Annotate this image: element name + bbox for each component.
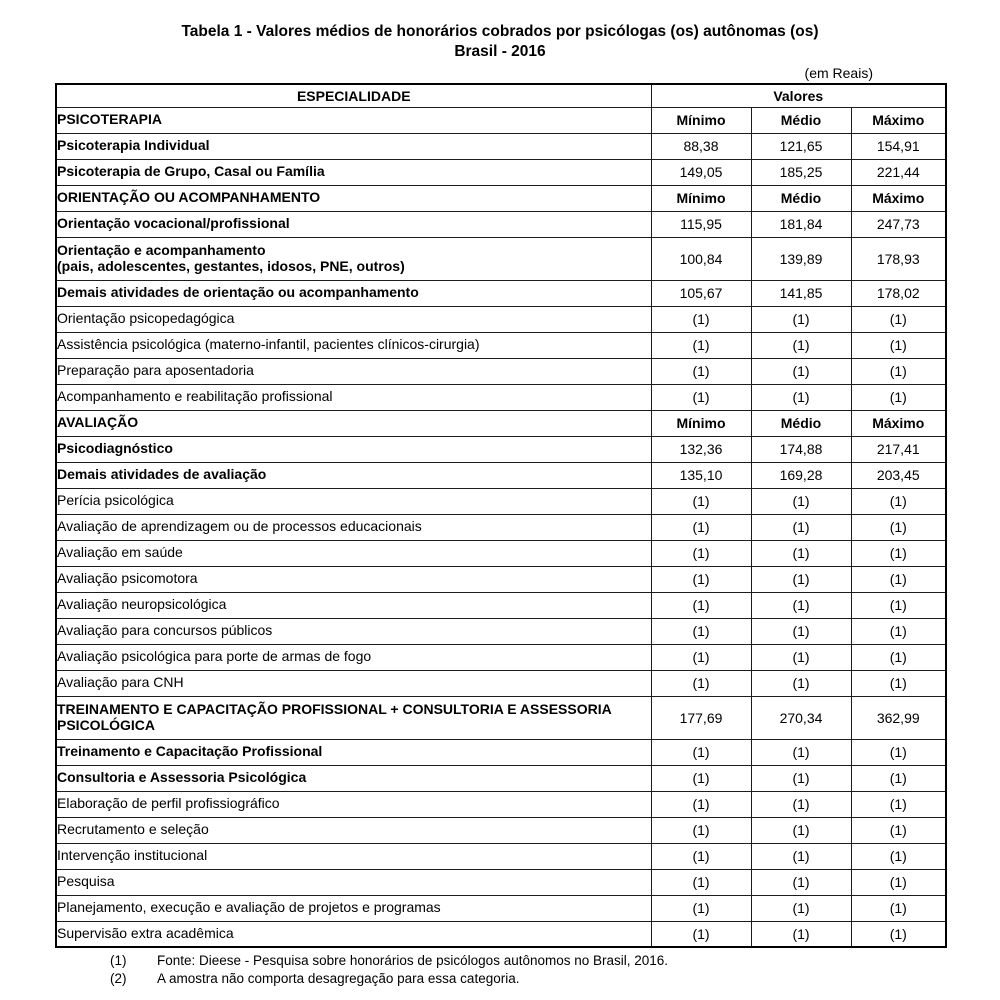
row-label: Psicoterapia de Grupo, Casal ou Família [56, 159, 651, 185]
header-especialidade: ESPECIALIDADE [56, 84, 651, 107]
row-value: 177,69 [651, 696, 751, 739]
row-label: Planejamento, execução e avaliação de projetos e programas [56, 895, 651, 921]
row-value: 178,93 [851, 237, 946, 280]
row-value: (1) [851, 670, 946, 696]
header-valores: Valores [651, 84, 946, 107]
row-value: (1) [851, 739, 946, 765]
row-value: 141,85 [751, 280, 851, 306]
row-value: (1) [751, 765, 851, 791]
table-title-line2: Brasil - 2016 [454, 43, 546, 60]
table-row [56, 817, 946, 843]
row-value: (1) [851, 514, 946, 540]
row-value: (1) [751, 332, 851, 358]
table-row [56, 133, 946, 159]
row-value: 154,91 [851, 133, 946, 159]
row-value: (1) [851, 384, 946, 410]
table-row [56, 566, 946, 592]
row-value: 149,05 [651, 159, 751, 185]
row-value: (1) [851, 843, 946, 869]
row-value: (1) [751, 644, 851, 670]
row-value: (1) [651, 791, 751, 817]
row-value: (1) [751, 306, 851, 332]
row-value: 174,88 [751, 436, 851, 462]
row-value: 185,25 [751, 159, 851, 185]
table-row [56, 592, 946, 618]
row-label: Intervenção institucional [56, 843, 651, 869]
table-row [56, 895, 946, 921]
row-value: 217,41 [851, 436, 946, 462]
row-value: (1) [651, 514, 751, 540]
table-row [56, 791, 946, 817]
row-value: (1) [851, 488, 946, 514]
row-value: 203,45 [851, 462, 946, 488]
row-label: Preparação para aposentadoria [56, 358, 651, 384]
row-label: Demais atividades de avaliação [56, 462, 651, 488]
table-title [0, 0, 1000, 62]
table-row [56, 739, 946, 765]
row-value: (1) [751, 514, 851, 540]
table-row [56, 462, 946, 488]
table-row [56, 540, 946, 566]
row-label: Psicodiagnóstico [56, 436, 651, 462]
row-value: (1) [651, 540, 751, 566]
row-value: Médio [751, 185, 851, 211]
row-label: Demais atividades de orientação ou acompanhamento [56, 280, 651, 306]
row-value: (1) [651, 921, 751, 947]
row-value: 105,67 [651, 280, 751, 306]
row-value: (1) [651, 488, 751, 514]
row-value: 270,34 [751, 696, 851, 739]
row-value: (1) [651, 644, 751, 670]
row-label: Orientação vocacional/profissional [56, 211, 651, 237]
row-label: Consultoria e Assessoria Psicológica [56, 765, 651, 791]
row-label: Avaliação de aprendizagem ou de processos educacionais [56, 514, 651, 540]
row-value: 121,65 [751, 133, 851, 159]
row-value: Médio [751, 107, 851, 133]
table-body [56, 107, 946, 947]
row-value: (1) [751, 921, 851, 947]
table-row [56, 280, 946, 306]
table-row [56, 384, 946, 410]
row-label: Orientação e acompanhamento (pais, adolescentes, gestantes, idosos, PNE, outros) [56, 237, 651, 280]
table-title-line1: Tabela 1 - Valores médios de honorários cobrados por psicólogas (os) autônomas (os) [181, 23, 819, 40]
table-row [56, 107, 946, 133]
row-value: (1) [851, 869, 946, 895]
table-row [56, 488, 946, 514]
row-sublabel: (pais, adolescentes, gestantes, idosos, PNE, outros) [57, 257, 405, 274]
row-value: 132,36 [651, 436, 751, 462]
table-header-row [56, 84, 946, 107]
row-label: Elaboração de perfil profissiográfico [56, 791, 651, 817]
table-row [56, 921, 946, 947]
row-value: (1) [751, 488, 851, 514]
row-value: (1) [651, 618, 751, 644]
table-row [56, 237, 946, 280]
row-value: (1) [751, 384, 851, 410]
table-row [56, 332, 946, 358]
row-value: Mínimo [651, 410, 751, 436]
row-value: (1) [651, 670, 751, 696]
footnote-line [110, 970, 1000, 988]
table-row [56, 696, 946, 739]
row-value: Mínimo [651, 107, 751, 133]
fees-table [55, 83, 947, 948]
row-value: (1) [651, 332, 751, 358]
footnote-marker: (1) [110, 953, 127, 968]
table-row [56, 436, 946, 462]
table-row [56, 410, 946, 436]
row-value: (1) [851, 306, 946, 332]
row-value: (1) [651, 358, 751, 384]
footnote-marker: (2) [110, 971, 127, 986]
row-value: (1) [751, 817, 851, 843]
row-label: Perícia psicológica [56, 488, 651, 514]
row-value: (1) [851, 921, 946, 947]
row-label: Avaliação para CNH [56, 670, 651, 696]
row-value: (1) [851, 765, 946, 791]
row-label: Avaliação para concursos públicos [56, 618, 651, 644]
footnote-text: A amostra não comporta desagregação para essa categoria. [157, 971, 520, 986]
row-value: (1) [851, 618, 946, 644]
table-row [56, 514, 946, 540]
row-sublabel: PSICOLÓGICA [57, 716, 156, 733]
table-row [56, 765, 946, 791]
row-value: 139,89 [751, 237, 851, 280]
row-value: 100,84 [651, 237, 751, 280]
row-value: (1) [651, 895, 751, 921]
table-row [56, 306, 946, 332]
row-value: (1) [651, 843, 751, 869]
row-label: Recrutamento e seleção [56, 817, 651, 843]
row-value: 135,10 [651, 462, 751, 488]
row-label: Treinamento e Capacitação Profissional [56, 739, 651, 765]
table-row [56, 869, 946, 895]
row-value: (1) [651, 566, 751, 592]
row-value: (1) [851, 895, 946, 921]
row-value: (1) [751, 618, 851, 644]
row-value: (1) [851, 566, 946, 592]
row-label: Psicoterapia Individual [56, 133, 651, 159]
footnote-line [110, 952, 1000, 970]
row-label: Supervisão extra acadêmica [56, 921, 651, 947]
row-value: Máximo [851, 410, 946, 436]
row-value: (1) [751, 843, 851, 869]
row-value: 169,28 [751, 462, 851, 488]
row-label: Orientação psicopedagógica [56, 306, 651, 332]
table-row [56, 358, 946, 384]
footnotes [110, 952, 1000, 988]
row-value: 221,44 [851, 159, 946, 185]
row-label: Avaliação em saúde [56, 540, 651, 566]
row-value: (1) [851, 817, 946, 843]
row-value: 178,02 [851, 280, 946, 306]
row-value: (1) [851, 592, 946, 618]
row-label: Acompanhamento e reabilitação profissional [56, 384, 651, 410]
row-value: 247,73 [851, 211, 946, 237]
row-value: 88,38 [651, 133, 751, 159]
row-value: (1) [851, 791, 946, 817]
row-value: (1) [651, 739, 751, 765]
row-value: (1) [651, 817, 751, 843]
row-label: TREINAMENTO E CAPACITAÇÃO PROFISSIONAL + CONSULTORIA E ASSESSORIA PSICOLÓGICA [56, 696, 651, 739]
row-value: 362,99 [851, 696, 946, 739]
row-value: (1) [651, 765, 751, 791]
row-value: Máximo [851, 185, 946, 211]
row-value: (1) [851, 358, 946, 384]
row-value: (1) [851, 644, 946, 670]
row-value: (1) [751, 592, 851, 618]
row-value: (1) [751, 791, 851, 817]
row-value: 181,84 [751, 211, 851, 237]
row-label: AVALIAÇÃO [56, 410, 651, 436]
table-row [56, 185, 946, 211]
row-label: Avaliação psicomotora [56, 566, 651, 592]
row-value: (1) [751, 566, 851, 592]
row-value: (1) [651, 306, 751, 332]
row-label: Pesquisa [56, 869, 651, 895]
row-value: (1) [751, 670, 851, 696]
table-row [56, 843, 946, 869]
table-row [56, 211, 946, 237]
row-label: Avaliação psicológica para porte de armas de fogo [56, 644, 651, 670]
table-row [56, 159, 946, 185]
row-value: (1) [651, 384, 751, 410]
row-value: Médio [751, 410, 851, 436]
row-label: Assistência psicológica (materno-infantil, pacientes clínicos-cirurgia) [56, 332, 651, 358]
row-value: (1) [851, 540, 946, 566]
table-row [56, 618, 946, 644]
row-value: (1) [751, 358, 851, 384]
row-value: (1) [651, 592, 751, 618]
table-row [56, 670, 946, 696]
row-value: Máximo [851, 107, 946, 133]
row-label: Avaliação neuropsicológica [56, 592, 651, 618]
row-value: (1) [651, 869, 751, 895]
row-value: (1) [751, 869, 851, 895]
row-value: (1) [751, 739, 851, 765]
row-value: Mínimo [651, 185, 751, 211]
row-label: ORIENTAÇÃO OU ACOMPANHAMENTO [56, 185, 651, 211]
table-row [56, 644, 946, 670]
row-label: PSICOTERAPIA [56, 107, 651, 133]
row-value: (1) [851, 332, 946, 358]
unit-note: (em Reais) [804, 65, 873, 81]
row-value: (1) [751, 540, 851, 566]
footnote-text: Fonte: Dieese - Pesquisa sobre honorários de psicólogos autônomos no Brasil, 2016. [157, 953, 669, 968]
row-value: 115,95 [651, 211, 751, 237]
row-value: (1) [751, 895, 851, 921]
